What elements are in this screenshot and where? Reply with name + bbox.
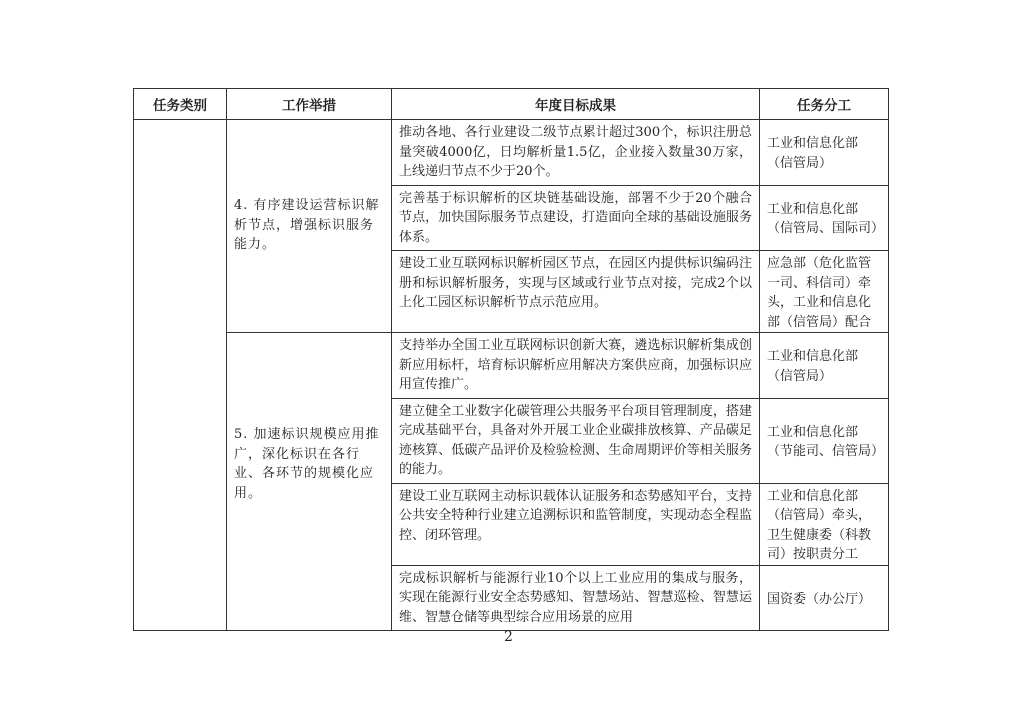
header-work-measure: 工作举措 [227,89,392,120]
target-cell: 建立健全工业数字化碳管理公共服务平台项目管理制度，搭建完成基础平台，具备对外开展工业企业碳排放核算、产品碳足迹核算、低碳产品评价及检验检测、生命周期评价等相关服务的能力。 [392,398,760,483]
owner-cell: 工业和信息化部（信管局）牵头，卫生健康委（科教司）按职责分工 [760,483,889,565]
page-number: 2 [504,629,513,645]
owner-cell: 工业和信息化部（信管局、国际司） [760,185,889,251]
measure-4-cell: 4. 有序建设运营标识解析节点，增强标识服务能力。 [227,120,392,333]
owner-cell: 工业和信息化部（节能司、信管局） [760,398,889,483]
task-table [133,88,889,631]
table-row [134,333,889,399]
header-annual-target: 年度目标成果 [392,89,760,120]
target-cell: 完成标识解析与能源行业10个以上工业应用的集成与服务，实现在能源行业安全态势感知、智慧场站、智慧巡检、智慧运维、智慧仓储等典型综合应用场景的应用 [392,565,760,631]
table-header-row [134,89,889,120]
table-row [134,120,889,186]
owner-cell: 工业和信息化部（信管局） [760,120,889,186]
task-category-cell [134,120,227,631]
header-task-assignment: 任务分工 [760,89,889,120]
target-cell: 建设工业互联网标识解析园区节点，在园区内提供标识编码注册和标识解析服务，实现与区域或行业节点对接，完成2个以上化工园区标识解析节点示范应用。 [392,251,760,333]
header-task-category: 任务类别 [134,89,227,120]
measure-5-cell: 5. 加速标识规模应用推广，深化标识在各行业、各环节的规模化应用。 [227,333,392,631]
owner-cell: 工业和信息化部（信管局） [760,333,889,399]
target-cell: 建设工业互联网主动标识载体认证服务和态势感知平台，支持公共安全特种行业建立追溯标识和监管制度，实现动态全程监控、闭环管理。 [392,483,760,565]
owner-cell: 国资委（办公厅） [760,565,889,631]
target-cell: 完善基于标识解析的区块链基础设施，部署不少于20个融合节点，加快国际服务节点建设，打造面向全球的基础设施服务体系。 [392,185,760,251]
target-cell: 支持举办全国工业互联网标识创新大赛，遴选标识解析集成创新应用标杆，培育标识解析应用解决方案供应商，加强标识应用宣传推广。 [392,333,760,399]
owner-cell: 应急部（危化监管一司、科信司）牵头，工业和信息化部（信管局）配合 [760,251,889,333]
target-cell: 推动各地、各行业建设二级节点累计超过300个，标识注册总量突破4000亿，日均解析量1.5亿，企业接入数量30万家，上线递归节点不少于20个。 [392,120,760,186]
